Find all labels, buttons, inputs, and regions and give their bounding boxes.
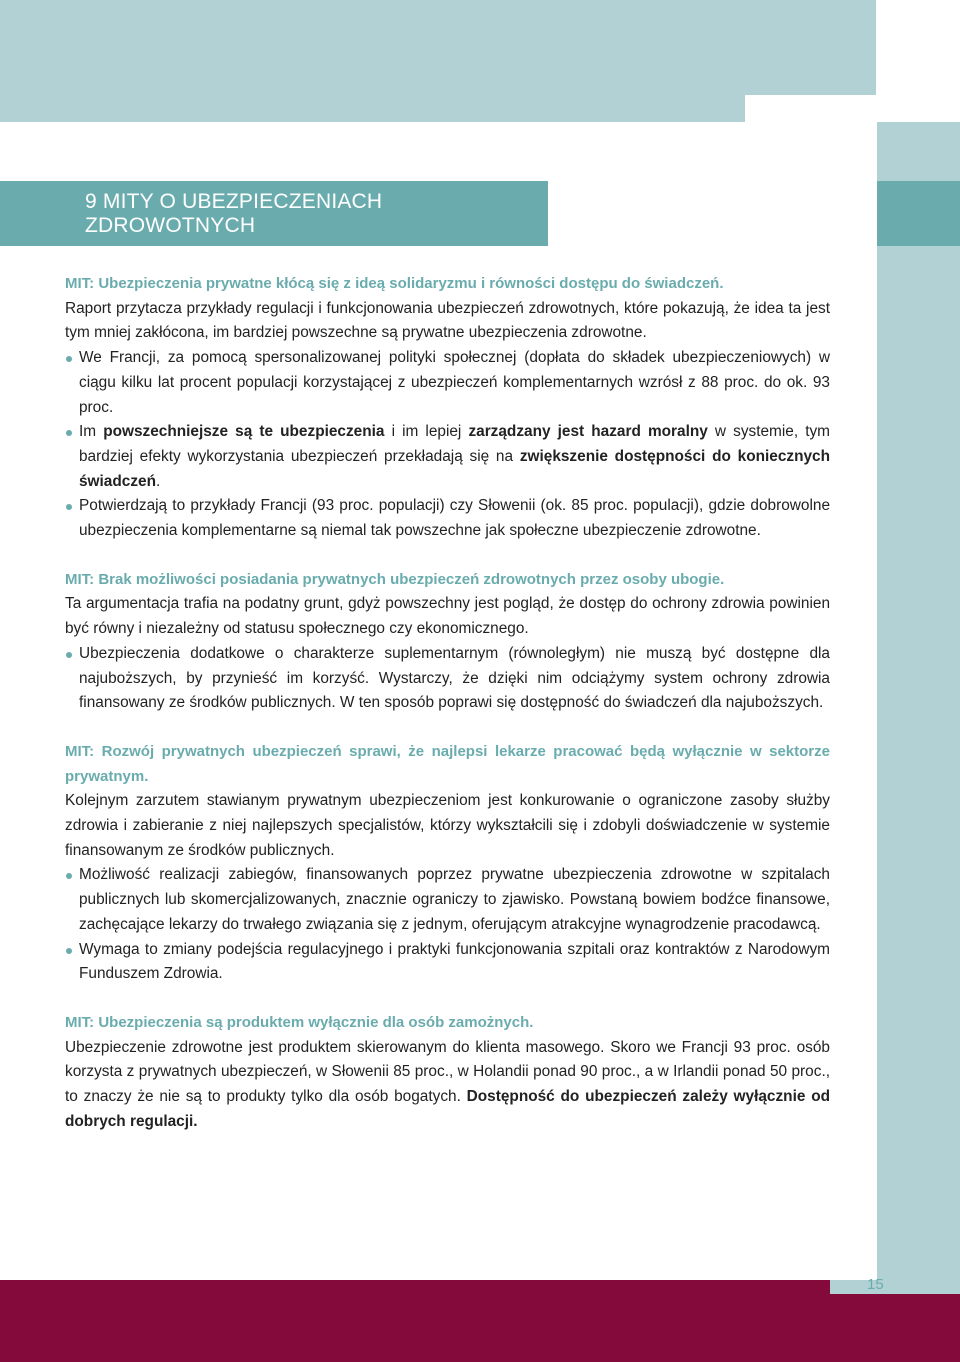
body-text: Potwierdzają to przykłady Francji (93 proc. populacji) czy Słowenii (ok. 85 proc. populacji), gdzie dobrowolne ubezpieczenia komplementarne są niemal tak powszechne jak społeczne ubezpieczenie zdrowotne. — [79, 497, 830, 540]
myth-intro: Ta argumentacja trafia na podatny grunt, gdyż powszechny jest pogląd, że dostęp do ochrony zdrowia powinien być równy i niezależny od statusu społecznego czy ekonomicznego. — [65, 595, 830, 638]
myth-section — [65, 1011, 830, 1135]
chapter-title: 9 MITY O UBEZPIECZENIACH ZDROWOTNYCH — [85, 189, 383, 237]
bullet-list — [65, 346, 830, 544]
right-decorative-strip — [877, 122, 960, 1280]
body-text: i im lepiej — [384, 423, 469, 441]
bullet-item — [65, 938, 830, 987]
bullet-item — [65, 642, 830, 716]
body-text: . — [155, 472, 161, 490]
myth-heading: MIT: Brak możliwości posiadania prywatnych ubezpieczeń zdrowotnych przez osoby ubogie. — [65, 570, 725, 588]
myth-heading: MIT: Rozwój prywatnych ubezpieczeń sprawi, że najlepsi lekarze pracować będą wyłącznie w sektorze prywatnym. — [65, 742, 830, 785]
bullet-item — [65, 494, 830, 543]
right-strip-accent — [877, 181, 960, 246]
bottom-decorative-band — [0, 1280, 960, 1362]
myth-section — [65, 568, 830, 716]
myth-intro: Kolejnym zarzutem stawianym prywatnym ubezpieczeniom jest konkurowanie o ograniczone zasoby służby zdrowia i zabieranie z niej najlepszych specjalistów, którzy wykształcili się i zdobyli doświadczenie w systemie finansowanym ze środków publicznych. — [65, 792, 830, 859]
body-text: We Francji, za pomocą spersonalizowanej polityki społecznej (dopłata do składek ubezpieczeniowych) w ciągu kilku lat procent populacji korzystającej z ubezpieczeń komplementarnych wzrósł z 88 proc. do ok. 93 proc. — [79, 349, 830, 416]
myth-intro — [65, 1036, 830, 1135]
bullet-list — [65, 642, 830, 716]
myth-intro: Raport przytacza przykłady regulacji i funkcjonowania ubezpieczeń zdrowotnych, które pokazują, że idea ta jest tym mniej zakłócona, im bardziej powszechne są prywatne ubezpieczenia zdrowotne. — [65, 299, 830, 342]
top-band-notch — [745, 95, 876, 122]
body-text: Możliwość realizacji zabiegów, finansowanych poprzez prywatne ubezpieczenia zdrowotne w szpitalach publicznych lub skomercjalizowanych, znacznie ograniczy to zjawisko. Powstaną bowiem bodźce finansowe, zachęcające lekarzy do trwałego związania się z jednym, oferującym atrakcyjne wynagrodzenie pracodawcą. — [79, 866, 830, 933]
body-text: Ubezpieczenie zdrowotne jest produktem skierowanym do klienta masowego. Skoro we Francji 93 proc. osób korzysta z prywatnych ubezpieczeń, w Słowenii 85 proc., w Holandii ponad 90 proc., a w Irlandii ponad 50 proc., to znaczy że nie są to produkty tylko dla osób bogatych. — [65, 1038, 830, 1106]
myth-heading: MIT: Ubezpieczenia są produktem wyłącznie dla osób zamożnych. — [65, 1013, 534, 1031]
body-text: Ubezpieczenia dodatkowe o charakterze suplementarnym (równoległym) nie muszą być dostępne dla najuboższych, by przynieść im korzyść. Wystarczy, że dzięki nim odciążymy system ochrony zdrowia finansowany ze środków publicznych. W ten sposób poprawi się dostępność do świadczeń dla najuboższych. — [79, 644, 830, 712]
emphasis-text: Dostępność do ubezpieczeń zależy wyłącznie od dobrych regulacji. — [65, 1088, 831, 1130]
main-content — [65, 272, 830, 1159]
myth-section — [65, 272, 830, 544]
bullet-item — [65, 863, 830, 937]
body-text: Wymaga to zmiany podejścia regulacyjnego i praktyki funkcjonowania szpitali oraz kontraktów z Narodowym Funduszem Zdrowia. — [79, 940, 830, 983]
page-number-tab — [830, 1280, 960, 1294]
myth-section — [65, 740, 830, 987]
page-number: 15 — [867, 1276, 884, 1293]
body-text: Im — [79, 423, 104, 441]
emphasis-text: zarządzany jest hazard moralny — [468, 423, 708, 441]
body-text: w systemie, tym bardziej efekty wykorzystania ubezpieczeń przekładają się na — [79, 423, 830, 465]
myth-heading: MIT: Ubezpieczenia prywatne kłócą się z ideą solidaryzmu i równości dostępu do świadczeń. — [65, 275, 724, 292]
bullet-item — [65, 346, 830, 420]
emphasis-text: powszechniejsze są te ubezpieczenia — [103, 423, 385, 441]
chapter-title-bar — [0, 181, 548, 246]
emphasis-text: zwiększenie dostępności do koniecznych świadczeń — [79, 447, 831, 490]
bullet-item — [65, 420, 830, 494]
bullet-list — [65, 863, 830, 987]
